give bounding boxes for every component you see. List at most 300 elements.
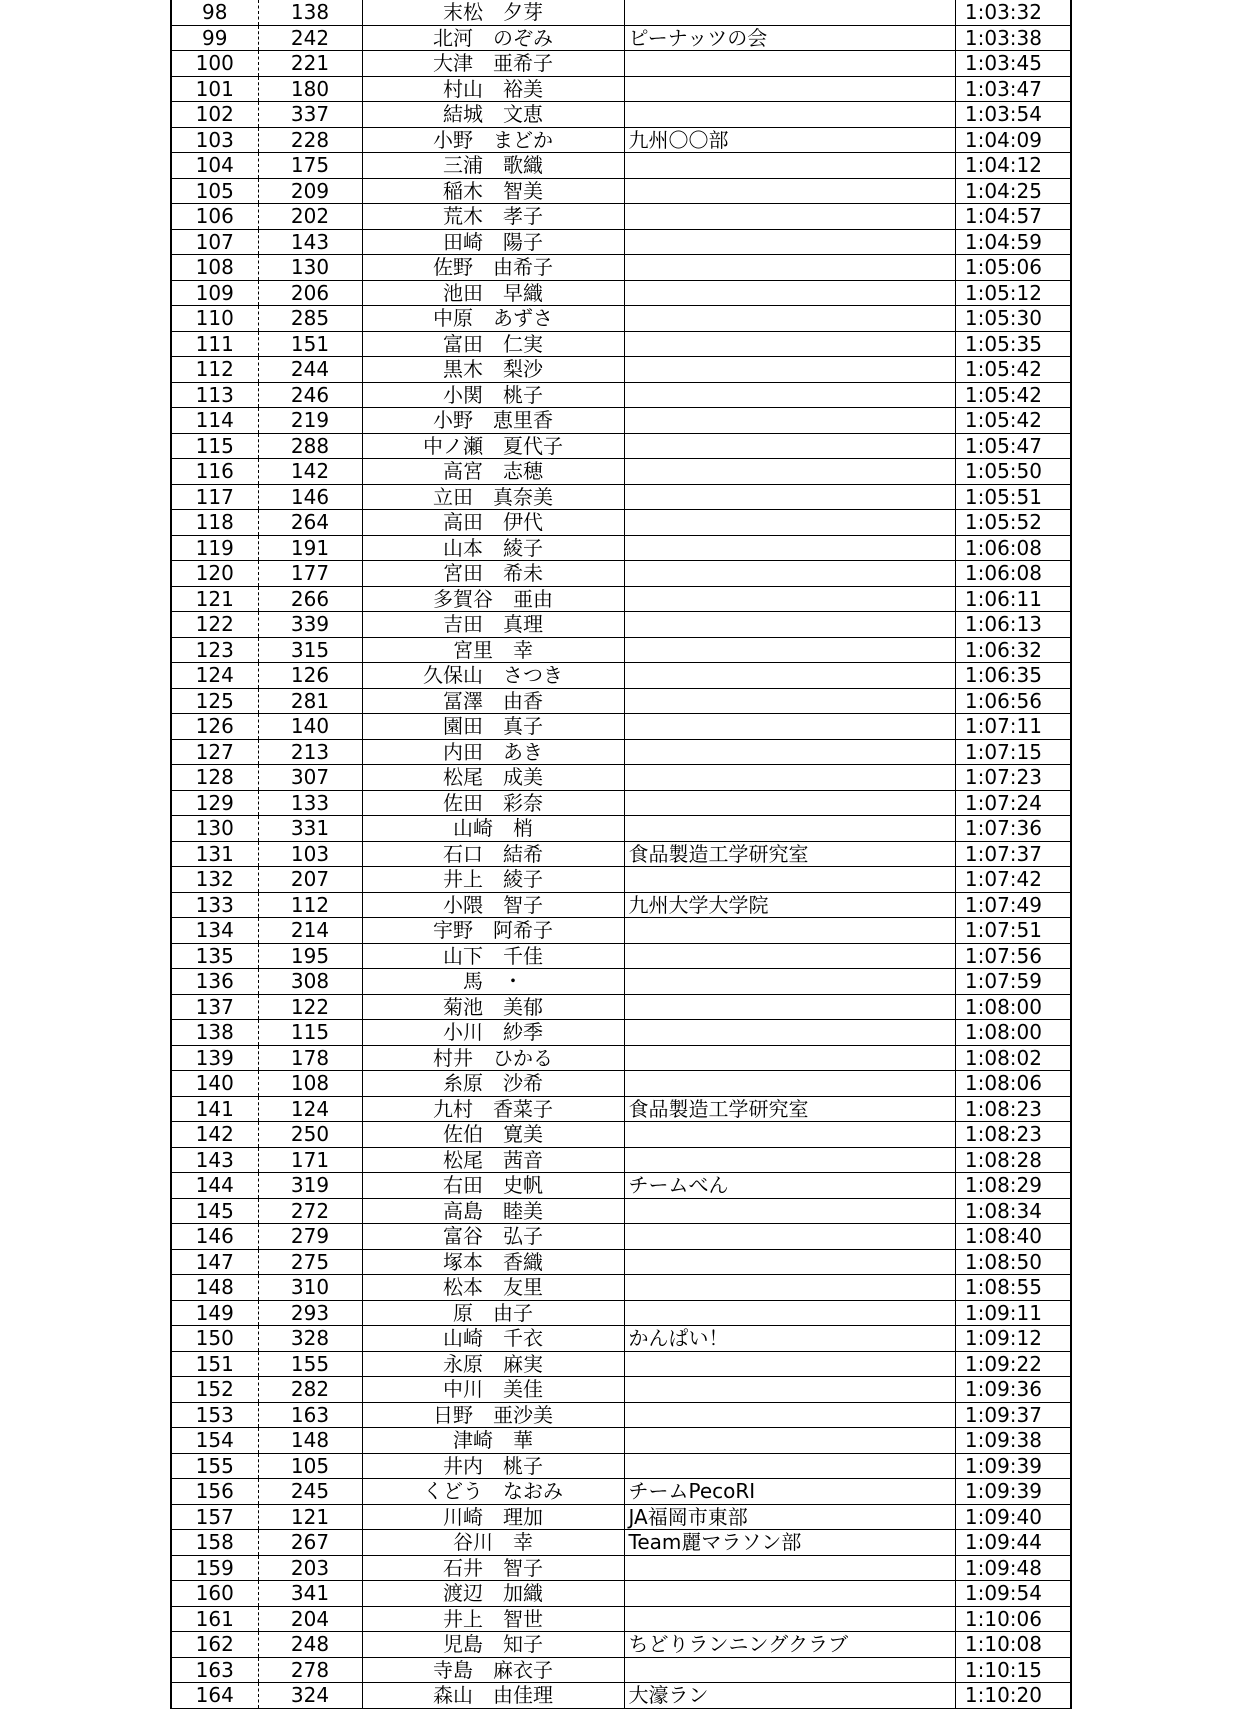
runner-name-cell: 井上 智世 [362, 1606, 624, 1632]
team-name-cell [624, 1428, 955, 1454]
runner-name-cell: 津崎 華 [362, 1428, 624, 1454]
bib-number-cell: 293 [258, 1300, 362, 1326]
runner-name-cell: 石口 結希 [362, 841, 624, 867]
place-cell: 121 [171, 586, 258, 612]
place-cell: 115 [171, 433, 258, 459]
bib-number-cell: 142 [258, 459, 362, 485]
finish-time-cell: 1:05:52 [955, 510, 1071, 536]
runner-name-cell: 児島 知子 [362, 1632, 624, 1658]
runner-name-cell: 松尾 茜音 [362, 1147, 624, 1173]
runner-name-cell: 原 由子 [362, 1300, 624, 1326]
table-row [171, 51, 1071, 77]
table-row [171, 969, 1071, 995]
bib-number-cell: 130 [258, 255, 362, 281]
place-cell: 137 [171, 994, 258, 1020]
runner-name-cell: 森山 由佳理 [362, 1683, 624, 1709]
finish-time-cell: 1:05:35 [955, 331, 1071, 357]
place-cell: 157 [171, 1504, 258, 1530]
place-cell: 147 [171, 1249, 258, 1275]
team-name-cell [624, 433, 955, 459]
table-row [171, 408, 1071, 434]
runner-name-cell: 荒木 孝子 [362, 204, 624, 230]
place-cell: 109 [171, 280, 258, 306]
runner-name-cell: 糸原 沙希 [362, 1071, 624, 1097]
table-row [171, 1428, 1071, 1454]
place-cell: 107 [171, 229, 258, 255]
place-cell: 128 [171, 765, 258, 791]
finish-time-cell: 1:07:51 [955, 918, 1071, 944]
runner-name-cell: 村井 ひかる [362, 1045, 624, 1071]
place-cell: 116 [171, 459, 258, 485]
bib-number-cell: 242 [258, 25, 362, 51]
runner-name-cell: 佐野 由希子 [362, 255, 624, 281]
table-row [171, 1275, 1071, 1301]
place-cell: 127 [171, 739, 258, 765]
bib-number-cell: 126 [258, 663, 362, 689]
bib-number-cell: 195 [258, 943, 362, 969]
runner-name-cell: 井内 桃子 [362, 1453, 624, 1479]
bib-number-cell: 155 [258, 1351, 362, 1377]
bib-number-cell: 209 [258, 178, 362, 204]
table-row [171, 280, 1071, 306]
table-row [171, 1096, 1071, 1122]
bib-number-cell: 140 [258, 714, 362, 740]
place-cell: 125 [171, 688, 258, 714]
bib-number-cell: 272 [258, 1198, 362, 1224]
table-row [171, 790, 1071, 816]
team-name-cell [624, 1020, 955, 1046]
table-row [171, 1683, 1071, 1709]
table-row [171, 1249, 1071, 1275]
team-name-cell [624, 739, 955, 765]
team-name-cell [624, 1581, 955, 1607]
runner-name-cell: 高島 睦美 [362, 1198, 624, 1224]
team-name-cell [624, 76, 955, 102]
place-cell: 101 [171, 76, 258, 102]
place-cell: 112 [171, 357, 258, 383]
runner-name-cell: 小野 恵里香 [362, 408, 624, 434]
bib-number-cell: 203 [258, 1555, 362, 1581]
runner-name-cell: 宮里 幸 [362, 637, 624, 663]
bib-number-cell: 275 [258, 1249, 362, 1275]
team-name-cell [624, 51, 955, 77]
team-name-cell [624, 229, 955, 255]
table-row [171, 918, 1071, 944]
place-cell: 118 [171, 510, 258, 536]
finish-time-cell: 1:08:28 [955, 1147, 1071, 1173]
team-name-cell: 大濠ラン [624, 1683, 955, 1709]
finish-time-cell: 1:10:06 [955, 1606, 1071, 1632]
finish-time-cell: 1:08:29 [955, 1173, 1071, 1199]
table-row [171, 510, 1071, 536]
team-name-cell [624, 178, 955, 204]
team-name-cell [624, 663, 955, 689]
finish-time-cell: 1:05:50 [955, 459, 1071, 485]
finish-time-cell: 1:07:37 [955, 841, 1071, 867]
team-name-cell [624, 280, 955, 306]
runner-name-cell: 末松 夕芽 [362, 0, 624, 25]
runner-name-cell: 北河 のぞみ [362, 25, 624, 51]
table-row [171, 1530, 1071, 1556]
bib-number-cell: 279 [258, 1224, 362, 1250]
finish-time-cell: 1:03:32 [955, 0, 1071, 25]
table-row [171, 459, 1071, 485]
bib-number-cell: 250 [258, 1122, 362, 1148]
team-name-cell [624, 943, 955, 969]
finish-time-cell: 1:08:34 [955, 1198, 1071, 1224]
team-name-cell [624, 714, 955, 740]
finish-time-cell: 1:05:42 [955, 408, 1071, 434]
finish-time-cell: 1:05:42 [955, 382, 1071, 408]
bib-number-cell: 219 [258, 408, 362, 434]
place-cell: 135 [171, 943, 258, 969]
bib-number-cell: 264 [258, 510, 362, 536]
bib-number-cell: 310 [258, 1275, 362, 1301]
place-cell: 139 [171, 1045, 258, 1071]
team-name-cell: 九州〇〇部 [624, 127, 955, 153]
runner-name-cell: 多賀谷 亜由 [362, 586, 624, 612]
finish-time-cell: 1:08:40 [955, 1224, 1071, 1250]
runner-name-cell: 小隈 智子 [362, 892, 624, 918]
runner-name-cell: 結城 文恵 [362, 102, 624, 128]
bib-number-cell: 138 [258, 0, 362, 25]
finish-time-cell: 1:04:25 [955, 178, 1071, 204]
team-name-cell [624, 765, 955, 791]
place-cell: 130 [171, 816, 258, 842]
table-row [171, 535, 1071, 561]
bib-number-cell: 319 [258, 1173, 362, 1199]
bib-number-cell: 103 [258, 841, 362, 867]
team-name-cell [624, 1122, 955, 1148]
table-row [171, 1147, 1071, 1173]
bib-number-cell: 124 [258, 1096, 362, 1122]
place-cell: 105 [171, 178, 258, 204]
bib-number-cell: 339 [258, 612, 362, 638]
table-row [171, 714, 1071, 740]
place-cell: 154 [171, 1428, 258, 1454]
place-cell: 146 [171, 1224, 258, 1250]
table-row [171, 1020, 1071, 1046]
runner-name-cell: 佐田 彩奈 [362, 790, 624, 816]
place-cell: 99 [171, 25, 258, 51]
place-cell: 126 [171, 714, 258, 740]
place-cell: 151 [171, 1351, 258, 1377]
bib-number-cell: 282 [258, 1377, 362, 1403]
place-cell: 124 [171, 663, 258, 689]
table-row [171, 204, 1071, 230]
finish-time-cell: 1:09:11 [955, 1300, 1071, 1326]
finish-time-cell: 1:08:02 [955, 1045, 1071, 1071]
finish-time-cell: 1:06:32 [955, 637, 1071, 663]
table-row [171, 816, 1071, 842]
bib-number-cell: 248 [258, 1632, 362, 1658]
team-name-cell [624, 408, 955, 434]
finish-time-cell: 1:05:30 [955, 306, 1071, 332]
table-row [171, 1555, 1071, 1581]
bib-number-cell: 221 [258, 51, 362, 77]
finish-time-cell: 1:03:45 [955, 51, 1071, 77]
runner-name-cell: 山本 綾子 [362, 535, 624, 561]
finish-time-cell: 1:08:00 [955, 994, 1071, 1020]
team-name-cell [624, 918, 955, 944]
team-name-cell [624, 1555, 955, 1581]
table-row [171, 1657, 1071, 1683]
place-cell: 129 [171, 790, 258, 816]
runner-name-cell: 九村 香菜子 [362, 1096, 624, 1122]
place-cell: 155 [171, 1453, 258, 1479]
runner-name-cell: 中ノ瀬 夏代子 [362, 433, 624, 459]
bib-number-cell: 121 [258, 1504, 362, 1530]
runner-name-cell: 石井 智子 [362, 1555, 624, 1581]
table-row [171, 1071, 1071, 1097]
team-name-cell [624, 204, 955, 230]
team-name-cell [624, 790, 955, 816]
finish-time-cell: 1:09:37 [955, 1402, 1071, 1428]
runner-name-cell: 宇野 阿希子 [362, 918, 624, 944]
team-name-cell [624, 1198, 955, 1224]
team-name-cell [624, 612, 955, 638]
place-cell: 148 [171, 1275, 258, 1301]
runner-name-cell: 小関 桃子 [362, 382, 624, 408]
finish-time-cell: 1:09:38 [955, 1428, 1071, 1454]
runner-name-cell: 三浦 歌織 [362, 153, 624, 179]
table-row [171, 0, 1071, 25]
place-cell: 144 [171, 1173, 258, 1199]
team-name-cell [624, 1402, 955, 1428]
bib-number-cell: 245 [258, 1479, 362, 1505]
place-cell: 143 [171, 1147, 258, 1173]
team-name-cell [624, 1351, 955, 1377]
bib-number-cell: 133 [258, 790, 362, 816]
team-name-cell [624, 382, 955, 408]
finish-time-cell: 1:07:23 [955, 765, 1071, 791]
team-name-cell [624, 1606, 955, 1632]
finish-time-cell: 1:05:42 [955, 357, 1071, 383]
runner-name-cell: くどう なおみ [362, 1479, 624, 1505]
bib-number-cell: 148 [258, 1428, 362, 1454]
team-name-cell [624, 1453, 955, 1479]
team-name-cell: Team麗マラソン部 [624, 1530, 955, 1556]
table-row [171, 382, 1071, 408]
table-row [171, 484, 1071, 510]
runner-name-cell: 小川 紗季 [362, 1020, 624, 1046]
place-cell: 136 [171, 969, 258, 995]
team-name-cell [624, 1147, 955, 1173]
bib-number-cell: 177 [258, 561, 362, 587]
bib-number-cell: 178 [258, 1045, 362, 1071]
finish-time-cell: 1:06:08 [955, 561, 1071, 587]
runner-name-cell: 富谷 弘子 [362, 1224, 624, 1250]
finish-time-cell: 1:09:12 [955, 1326, 1071, 1352]
team-name-cell [624, 306, 955, 332]
team-name-cell [624, 510, 955, 536]
runner-name-cell: 田崎 陽子 [362, 229, 624, 255]
bib-number-cell: 244 [258, 357, 362, 383]
bib-number-cell: 331 [258, 816, 362, 842]
runner-name-cell: 佐伯 寛美 [362, 1122, 624, 1148]
place-cell: 117 [171, 484, 258, 510]
place-cell: 131 [171, 841, 258, 867]
runner-name-cell: 冨澤 由香 [362, 688, 624, 714]
runner-name-cell: 松本 友里 [362, 1275, 624, 1301]
place-cell: 111 [171, 331, 258, 357]
table-row [171, 586, 1071, 612]
runner-name-cell: 立田 真奈美 [362, 484, 624, 510]
place-cell: 160 [171, 1581, 258, 1607]
team-name-cell [624, 867, 955, 893]
team-name-cell: JA福岡市東部 [624, 1504, 955, 1530]
bib-number-cell: 175 [258, 153, 362, 179]
table-row [171, 255, 1071, 281]
bib-number-cell: 171 [258, 1147, 362, 1173]
place-cell: 141 [171, 1096, 258, 1122]
finish-time-cell: 1:07:59 [955, 969, 1071, 995]
place-cell: 161 [171, 1606, 258, 1632]
team-name-cell [624, 459, 955, 485]
runner-name-cell: 宮田 希未 [362, 561, 624, 587]
finish-time-cell: 1:09:40 [955, 1504, 1071, 1530]
table-row [171, 1351, 1071, 1377]
team-name-cell: チームべん [624, 1173, 955, 1199]
finish-time-cell: 1:03:38 [955, 25, 1071, 51]
finish-time-cell: 1:06:08 [955, 535, 1071, 561]
table-row [171, 1173, 1071, 1199]
runner-name-cell: 村山 裕美 [362, 76, 624, 102]
finish-time-cell: 1:05:12 [955, 280, 1071, 306]
team-name-cell: かんぱい！ [624, 1326, 955, 1352]
runner-name-cell: 山下 千佳 [362, 943, 624, 969]
runner-name-cell: 寺島 麻衣子 [362, 1657, 624, 1683]
bib-number-cell: 115 [258, 1020, 362, 1046]
runner-name-cell: 久保山 さつき [362, 663, 624, 689]
table-row [171, 739, 1071, 765]
runner-name-cell: 中原 あずさ [362, 306, 624, 332]
runner-name-cell: 山崎 千衣 [362, 1326, 624, 1352]
place-cell: 108 [171, 255, 258, 281]
table-row [171, 25, 1071, 51]
results-body [171, 0, 1071, 1708]
table-row [171, 612, 1071, 638]
place-cell: 162 [171, 1632, 258, 1658]
runner-name-cell: 富田 仁実 [362, 331, 624, 357]
table-row [171, 1479, 1071, 1505]
bib-number-cell: 180 [258, 76, 362, 102]
place-cell: 156 [171, 1479, 258, 1505]
team-name-cell [624, 1045, 955, 1071]
team-name-cell [624, 102, 955, 128]
finish-time-cell: 1:06:13 [955, 612, 1071, 638]
team-name-cell [624, 357, 955, 383]
bib-number-cell: 278 [258, 1657, 362, 1683]
finish-time-cell: 1:08:23 [955, 1096, 1071, 1122]
bib-number-cell: 207 [258, 867, 362, 893]
finish-time-cell: 1:09:44 [955, 1530, 1071, 1556]
finish-time-cell: 1:06:56 [955, 688, 1071, 714]
team-name-cell [624, 484, 955, 510]
runner-name-cell: 高宮 志穂 [362, 459, 624, 485]
table-row [171, 102, 1071, 128]
place-cell: 153 [171, 1402, 258, 1428]
bib-number-cell: 324 [258, 1683, 362, 1709]
bib-number-cell: 122 [258, 994, 362, 1020]
place-cell: 142 [171, 1122, 258, 1148]
place-cell: 138 [171, 1020, 258, 1046]
place-cell: 150 [171, 1326, 258, 1352]
finish-time-cell: 1:08:23 [955, 1122, 1071, 1148]
team-name-cell: ピーナッツの会 [624, 25, 955, 51]
finish-time-cell: 1:07:15 [955, 739, 1071, 765]
table-row [171, 1632, 1071, 1658]
finish-time-cell: 1:07:56 [955, 943, 1071, 969]
finish-time-cell: 1:07:36 [955, 816, 1071, 842]
finish-time-cell: 1:09:39 [955, 1479, 1071, 1505]
table-row [171, 1326, 1071, 1352]
team-name-cell: 食品製造工学研究室 [624, 841, 955, 867]
place-cell: 110 [171, 306, 258, 332]
finish-time-cell: 1:07:49 [955, 892, 1071, 918]
bib-number-cell: 202 [258, 204, 362, 230]
runner-name-cell: 吉田 真理 [362, 612, 624, 638]
table-row [171, 637, 1071, 663]
team-name-cell [624, 0, 955, 25]
bib-number-cell: 228 [258, 127, 362, 153]
finish-time-cell: 1:07:11 [955, 714, 1071, 740]
bib-number-cell: 108 [258, 1071, 362, 1097]
place-cell: 120 [171, 561, 258, 587]
bib-number-cell: 341 [258, 1581, 362, 1607]
bib-number-cell: 315 [258, 637, 362, 663]
runner-name-cell: 馬 ・ [362, 969, 624, 995]
team-name-cell [624, 688, 955, 714]
runner-name-cell: 池田 早織 [362, 280, 624, 306]
place-cell: 132 [171, 867, 258, 893]
finish-time-cell: 1:08:06 [955, 1071, 1071, 1097]
table-row [171, 1045, 1071, 1071]
place-cell: 134 [171, 918, 258, 944]
place-cell: 133 [171, 892, 258, 918]
bib-number-cell: 146 [258, 484, 362, 510]
table-row [171, 1453, 1071, 1479]
results-table [170, 0, 1072, 1709]
runner-name-cell: 塚本 香織 [362, 1249, 624, 1275]
place-cell: 145 [171, 1198, 258, 1224]
team-name-cell: 九州大学大学院 [624, 892, 955, 918]
bib-number-cell: 285 [258, 306, 362, 332]
team-name-cell [624, 994, 955, 1020]
runner-name-cell: 内田 あき [362, 739, 624, 765]
finish-time-cell: 1:07:42 [955, 867, 1071, 893]
table-row [171, 994, 1071, 1020]
bib-number-cell: 191 [258, 535, 362, 561]
bib-number-cell: 105 [258, 1453, 362, 1479]
runner-name-cell: 園田 真子 [362, 714, 624, 740]
table-row [171, 867, 1071, 893]
bib-number-cell: 288 [258, 433, 362, 459]
runner-name-cell: 菊池 美郁 [362, 994, 624, 1020]
place-cell: 104 [171, 153, 258, 179]
runner-name-cell: 谷川 幸 [362, 1530, 624, 1556]
runner-name-cell: 黒木 梨沙 [362, 357, 624, 383]
finish-time-cell: 1:09:48 [955, 1555, 1071, 1581]
place-cell: 159 [171, 1555, 258, 1581]
team-name-cell [624, 1300, 955, 1326]
table-row [171, 127, 1071, 153]
table-row [171, 76, 1071, 102]
table-row [171, 178, 1071, 204]
table-row [171, 943, 1071, 969]
table-row [171, 1224, 1071, 1250]
place-cell: 113 [171, 382, 258, 408]
